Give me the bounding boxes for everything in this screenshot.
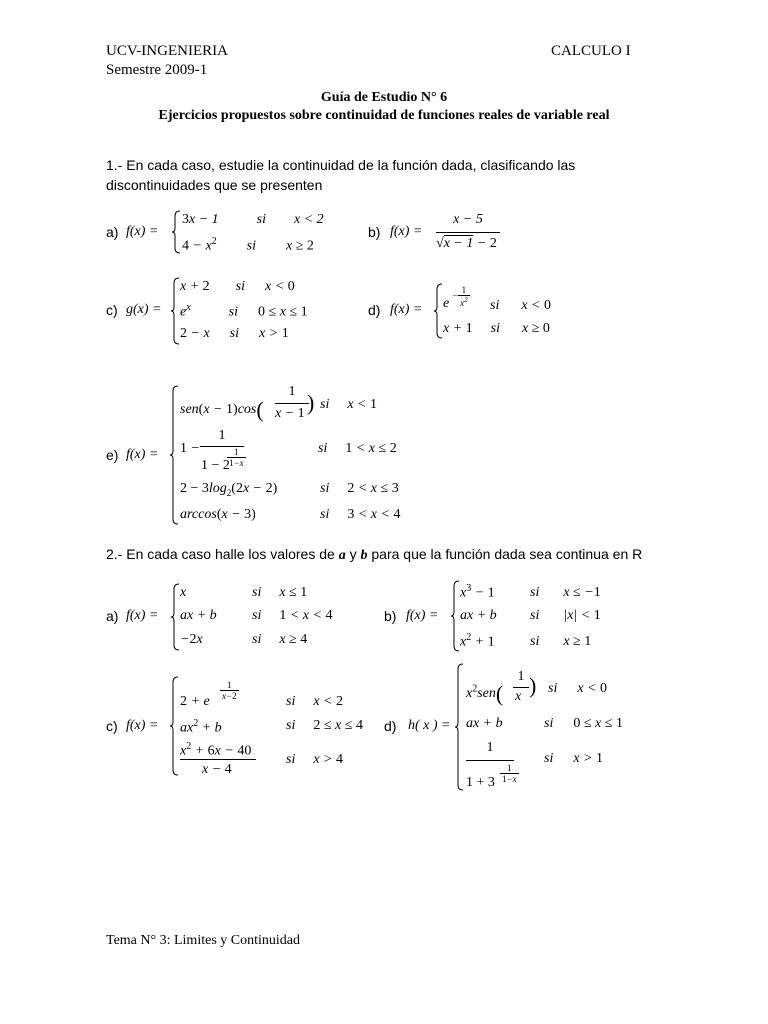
q1e-row4: arccos(x − 3) bbox=[180, 507, 256, 522]
q2c-row1: 2 + e bbox=[180, 694, 210, 709]
q1e-row1: sen(x − 1)cos( bbox=[180, 397, 264, 422]
q1e-label: e) bbox=[106, 447, 119, 463]
q1b-fraction-bar bbox=[436, 232, 500, 233]
q1e-row2-num: 1 bbox=[218, 428, 226, 443]
q2c-row1-exp: $\frac{1}{x-2}$ bbox=[222, 680, 237, 701]
q1e-row2-exp: $\frac{1}{1-x}$ bbox=[229, 447, 244, 468]
q1e-row1-paren: ) bbox=[307, 390, 315, 415]
q1-prompt-line2: discontinuidades que se presenten bbox=[106, 177, 323, 193]
q1d-fn: f(x) = bbox=[390, 302, 423, 317]
q1e-row2: 1 − bbox=[180, 441, 200, 456]
q2c-row3-den: x − 4 bbox=[202, 762, 232, 777]
footer-topic: Tema N° 3: Limites y Continuidad bbox=[106, 933, 300, 948]
q2d-row1: $x^2sen$( bbox=[466, 681, 504, 706]
q2d-row1-paren: ) bbox=[529, 673, 537, 698]
q2c-row2: $ax^2 + b$ bbox=[180, 718, 222, 736]
guide-title: Guía de Estudio N° 6 bbox=[320, 90, 448, 105]
q2c-row3-bar bbox=[180, 759, 256, 760]
q2d-row2-cond: si 0 ≤ x ≤ 1 bbox=[544, 716, 623, 731]
q1d-row1-cond: si x < 0 bbox=[490, 298, 552, 313]
q2c-row3-num: $x^2 + 6x - 40$ bbox=[180, 741, 252, 759]
q2-prompt: 2.- En cada caso halle los valores de a y b para que la función dada sea continua en R bbox=[106, 546, 643, 563]
q2b-row1-cond: si x ≤ −1 bbox=[530, 585, 601, 600]
q1c-fn: g(x) = bbox=[126, 302, 162, 317]
q1e-row2-cond: si 1 < x ≤ 2 bbox=[318, 441, 397, 456]
q2d-row2: ax + b bbox=[466, 716, 503, 731]
q2d-row1-num: 1 bbox=[517, 669, 525, 684]
q2c-row3-cond: si x > 4 bbox=[286, 752, 344, 767]
q2d-brace bbox=[455, 663, 465, 791]
q1e-brace bbox=[170, 385, 180, 525]
q1b-numerator: x − 5 bbox=[453, 212, 483, 227]
q2b-row3-cond: si x ≥ 1 bbox=[530, 634, 592, 649]
q1a-brace bbox=[172, 210, 182, 254]
q2d-label: d) bbox=[384, 718, 397, 734]
q1c-row2: $e^x$ si 0 ≤ x ≤ 1 bbox=[180, 302, 308, 320]
q1e-row2-den: 1 − 2 bbox=[201, 458, 230, 473]
q2c-brace bbox=[170, 676, 180, 776]
q1e-fn: f(x) = bbox=[126, 447, 159, 462]
q1b-denominator: √x − 1 − 2 bbox=[436, 236, 497, 251]
institution: UCV-INGENIERIA bbox=[106, 43, 228, 59]
q2c-fn: f(x) = bbox=[126, 718, 159, 733]
q1d-row1: e bbox=[443, 296, 450, 311]
q1a-fn: f(x) = bbox=[126, 224, 159, 239]
q2b-row2-cond: si |x| < 1 bbox=[530, 608, 601, 623]
q2a-row1-cond: si x ≤ 1 bbox=[252, 585, 308, 600]
q2d-row3-exp: $\frac{1}{1-x}$ bbox=[502, 763, 517, 784]
q2d-row1-cond: si x < 0 bbox=[548, 681, 608, 696]
q1e-row3: $2 - 3\log_2(2x - 2)$ bbox=[180, 481, 278, 498]
q2a-fn: f(x) = bbox=[126, 608, 159, 623]
q2c-label: c) bbox=[106, 718, 118, 734]
q2c-row2-cond: si 2 ≤ x ≤ 4 bbox=[286, 718, 363, 733]
q2d-row3-num: 1 bbox=[486, 740, 494, 755]
q1a-label: a) bbox=[106, 224, 119, 240]
q2a-row3: −2x bbox=[180, 632, 203, 647]
q2b-row1: $x^3 - 1$ bbox=[460, 583, 495, 601]
q2d-row1-bar bbox=[513, 687, 529, 688]
q2b-label: b) bbox=[384, 608, 397, 624]
q1e-row1-cond: si x < 1 bbox=[320, 397, 378, 412]
q2b-fn: f(x) = bbox=[406, 608, 439, 623]
q2a-row1: x bbox=[180, 585, 187, 600]
guide-subtitle: Ejercicios propuestos sobre continuidad de funciones reales de variable real bbox=[158, 108, 610, 123]
q1c-label: c) bbox=[106, 302, 118, 318]
q2d-row1-den: x bbox=[515, 689, 522, 704]
q2d-row3-bar bbox=[466, 760, 514, 761]
q2d-row3-cond: si x > 1 bbox=[544, 751, 604, 766]
q1c-row3: 2 − x si x > 1 bbox=[180, 326, 289, 341]
q2a-row3-cond: si x ≥ 4 bbox=[252, 632, 308, 647]
q1b-label: b) bbox=[368, 224, 381, 240]
q1e-row4-cond: si 3 < x < 4 bbox=[320, 507, 401, 522]
semester: Semestre 2009-1 bbox=[106, 62, 208, 78]
q2b-row3: $x^2 + 1$ bbox=[460, 632, 495, 650]
course: CALCULO I bbox=[551, 43, 631, 59]
q1b-fn: f(x) = bbox=[390, 224, 423, 239]
q2a-label: a) bbox=[106, 608, 119, 624]
q1a-row2: $4 - x^2$ si x ≥ 2 bbox=[182, 236, 314, 254]
q1e-row1-num: 1 bbox=[288, 384, 296, 399]
q2a-row2-cond: si 1 < x < 4 bbox=[252, 608, 333, 623]
q1a-row1: 3x − 1 si x < 2 bbox=[182, 212, 324, 227]
q1d-exponent: − $\frac{1}{x^2}$ bbox=[452, 285, 468, 308]
q1e-row1-bar bbox=[275, 403, 309, 404]
q1e-row1-den: x − 1 bbox=[275, 406, 305, 421]
q2c-row1-cond: si x < 2 bbox=[286, 694, 344, 709]
q2a-row2: ax + b bbox=[180, 608, 217, 623]
q1e-row3-cond: si 2 < x ≤ 3 bbox=[320, 481, 399, 496]
q2b-row2: ax + b bbox=[460, 608, 497, 623]
q1d-label: d) bbox=[368, 302, 381, 318]
q1d-row2: x + 1 si x ≥ 0 bbox=[443, 321, 550, 336]
q1-prompt-line1: 1.- En cada caso, estudie la continuidad de la función dada, clasificando las bbox=[106, 157, 576, 173]
q2d-fn: h( x ) = bbox=[408, 718, 451, 733]
q2d-row3-den: 1 + 3 bbox=[466, 775, 495, 790]
q1c-row1: x + 2 si x < 0 bbox=[180, 279, 295, 294]
